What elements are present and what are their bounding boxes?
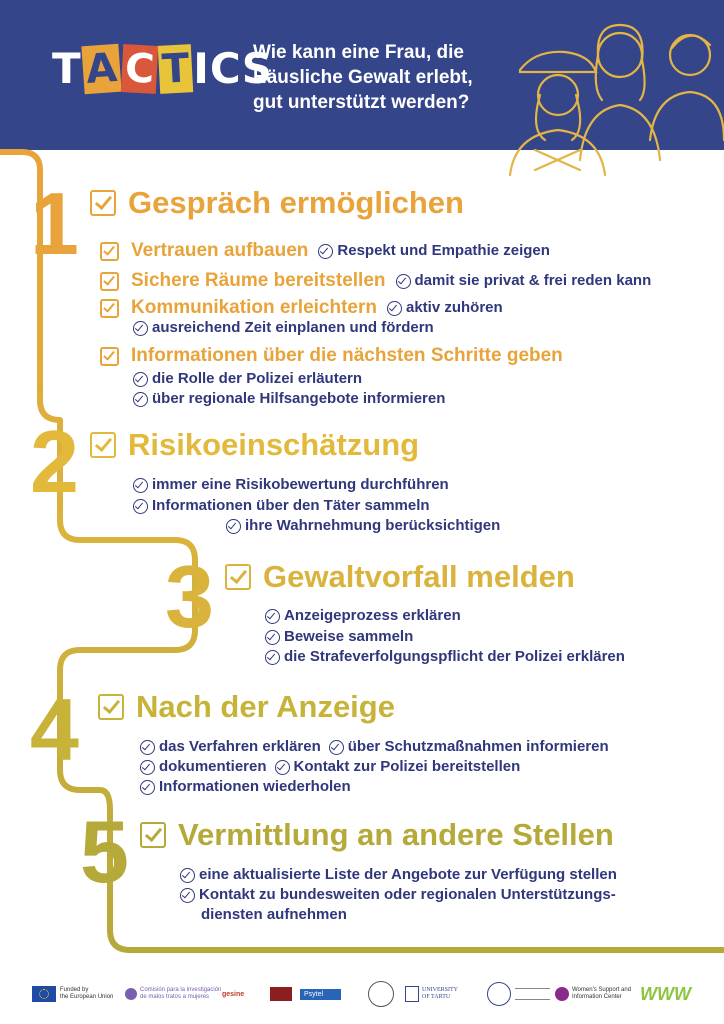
- tactics-logo: [52, 44, 273, 94]
- list-item: Beweise sammeln: [284, 628, 414, 645]
- comision-text: de malos tratos a mujeres: [140, 994, 210, 1000]
- tartu-logo: [405, 980, 458, 1008]
- wsic-icon: [555, 987, 569, 1001]
- subsection-row: [100, 345, 563, 367]
- checkbox-icon: [90, 432, 116, 458]
- logo-letter: C: [120, 44, 158, 94]
- seal-logo: [368, 980, 394, 1008]
- tartu-text: OF TARTU: [422, 994, 451, 1000]
- comision-text: Comisión para la investigación: [140, 987, 222, 993]
- check-circle-icon: [133, 392, 148, 407]
- institute-icon: [487, 982, 511, 1006]
- list-item-row: [140, 777, 351, 797]
- list-item-row: [265, 647, 625, 667]
- check-circle-icon: [140, 740, 155, 755]
- tartu-icon: [405, 986, 419, 1002]
- check-circle-icon: [133, 372, 148, 387]
- list-item-row: [133, 475, 449, 495]
- list-item-row: [265, 606, 461, 626]
- check-circle-icon: [387, 301, 402, 316]
- list-item: diensten aufnehmen: [201, 906, 347, 923]
- section-heading: Nach der Anzeige: [136, 689, 395, 724]
- eu-flag-icon: [32, 986, 56, 1002]
- list-item: das Verfahren erklären: [159, 738, 321, 755]
- subsection-row: [100, 270, 651, 292]
- check-circle-icon: [396, 274, 411, 289]
- list-item-row: [133, 389, 445, 409]
- logo-letter: I: [193, 44, 210, 93]
- logo-letter: C: [209, 44, 242, 93]
- check-circle-icon: [318, 244, 333, 259]
- list-item-row: [133, 318, 434, 338]
- institute-logo: [487, 980, 550, 1008]
- subsection-label: Informationen über die nächsten Schritte geben: [131, 345, 563, 366]
- section-number: 5: [80, 802, 129, 901]
- check-circle-icon: [140, 760, 155, 775]
- list-item: Kontakt zu bundesweiten oder regionalen Unterstützungs-: [199, 886, 616, 903]
- section-heading: Gespräch ermöglichen: [128, 185, 464, 220]
- header-title-line: Häusliche Gewalt erlebt,: [253, 67, 473, 88]
- subsection-row: [100, 240, 550, 262]
- people-illustration: [510, 25, 724, 175]
- checkbox-icon: [140, 822, 166, 848]
- section-number: 3: [165, 547, 214, 646]
- check-circle-icon: [180, 888, 195, 903]
- subsection-row: [100, 297, 503, 319]
- wsic-logo: [555, 980, 631, 1008]
- list-item-row: [265, 627, 413, 647]
- psytel-logo: [300, 980, 341, 1008]
- list-item-row: [180, 885, 616, 905]
- list-item-row: [180, 865, 617, 885]
- section-number: 4: [30, 680, 79, 779]
- list-item: Anzeigeprozess erklären: [284, 607, 461, 624]
- logo-letter: A: [81, 44, 121, 94]
- seal-icon: [368, 981, 394, 1007]
- eu-text: Funded by: [60, 987, 89, 993]
- checkbox-icon: [100, 272, 119, 291]
- wsic-text: Information Center: [572, 994, 622, 1000]
- list-item: über regionale Hilfsangebote informieren: [152, 390, 446, 407]
- www-logo: WWW: [640, 983, 691, 1004]
- list-item: Informationen über den Täter sammeln: [152, 497, 430, 514]
- list-item: ausreichend Zeit einplanen und fördern: [152, 319, 434, 336]
- list-item-row: [140, 757, 520, 777]
- section-heading-row: [225, 560, 575, 594]
- check-circle-icon: [133, 499, 148, 514]
- checkbox-icon: [100, 242, 119, 261]
- checkbox-icon: [98, 694, 124, 720]
- section-heading: Vermittlung an andere Stellen: [178, 817, 614, 852]
- check-circle-icon: [265, 650, 280, 665]
- check-circle-icon: [180, 868, 195, 883]
- wsic-text: Women's Support and: [572, 987, 632, 993]
- psytel-text: Psytel: [300, 989, 341, 1000]
- list-item-row: [226, 516, 500, 536]
- comision-icon: [125, 988, 137, 1000]
- check-circle-icon: [133, 478, 148, 493]
- list-item: dokumentieren: [159, 758, 267, 775]
- check-circle-icon: [329, 740, 344, 755]
- subsection-label: Kommunikation erleichtern: [131, 297, 377, 318]
- list-item: damit sie privat & frei reden kann: [414, 272, 652, 289]
- subsection-label: Vertrauen aufbauen: [131, 240, 309, 261]
- header-title-line: Wie kann eine Frau, die: [253, 42, 464, 63]
- eu-text: the European Union: [60, 994, 114, 1000]
- list-item: Kontakt zur Polizei bereitstellen: [293, 758, 521, 775]
- logo-letter: S: [241, 44, 273, 93]
- list-item-row: [133, 369, 362, 389]
- logo-letter: T: [158, 44, 194, 94]
- check-circle-icon: [226, 519, 241, 534]
- checkbox-icon: [90, 190, 116, 216]
- gesine-logo: gesine: [222, 990, 245, 998]
- comision-logo: [125, 980, 221, 1008]
- section-heading-row: [140, 818, 614, 852]
- red-logo: [270, 980, 292, 1008]
- header-title-line: gut unterstützt werden?: [253, 92, 470, 113]
- section-heading-row: [98, 690, 395, 724]
- list-item: eine aktualisierte Liste der Angebote zur Verfügung stellen: [199, 866, 617, 883]
- list-item: über Schutzmaßnahmen informieren: [347, 738, 609, 755]
- institute-text-lines: [515, 988, 550, 1000]
- check-circle-icon: [265, 609, 280, 624]
- section-heading-row: [90, 186, 464, 220]
- checkbox-icon: [225, 564, 251, 590]
- check-circle-icon: [275, 760, 290, 775]
- list-item-row: [140, 737, 609, 757]
- section-number: 2: [30, 412, 79, 511]
- list-item-row: [133, 496, 430, 516]
- check-circle-icon: [140, 780, 155, 795]
- checkbox-icon: [100, 299, 119, 318]
- tartu-text: UNIVERSITY: [422, 987, 458, 993]
- list-item: die Rolle der Polizei erläutern: [152, 370, 363, 387]
- list-item: immer eine Risikobewertung durchführen: [152, 476, 449, 493]
- eu-logo: [32, 980, 113, 1008]
- section-heading: Gewaltvorfall melden: [263, 559, 575, 594]
- check-circle-icon: [265, 630, 280, 645]
- logo-letter: T: [52, 44, 82, 93]
- list-item-row: [201, 905, 347, 925]
- section-heading: Risikoeinschätzung: [128, 427, 420, 462]
- section-heading-row: [90, 428, 419, 462]
- red-square-icon: [270, 987, 292, 1001]
- subsection-label: Sichere Räume bereitstellen: [131, 270, 386, 291]
- list-item: ihre Wahrnehmung berücksichtigen: [245, 517, 501, 534]
- checkbox-icon: [100, 347, 119, 366]
- check-circle-icon: [133, 321, 148, 336]
- list-item: die Strafeverfolgungspflicht der Polizei erklären: [284, 648, 625, 665]
- list-item: Respekt und Empathie zeigen: [337, 242, 550, 259]
- list-item: aktiv zuhören: [406, 299, 503, 316]
- list-item: Informationen wiederholen: [159, 778, 351, 795]
- section-number: 1: [30, 174, 79, 273]
